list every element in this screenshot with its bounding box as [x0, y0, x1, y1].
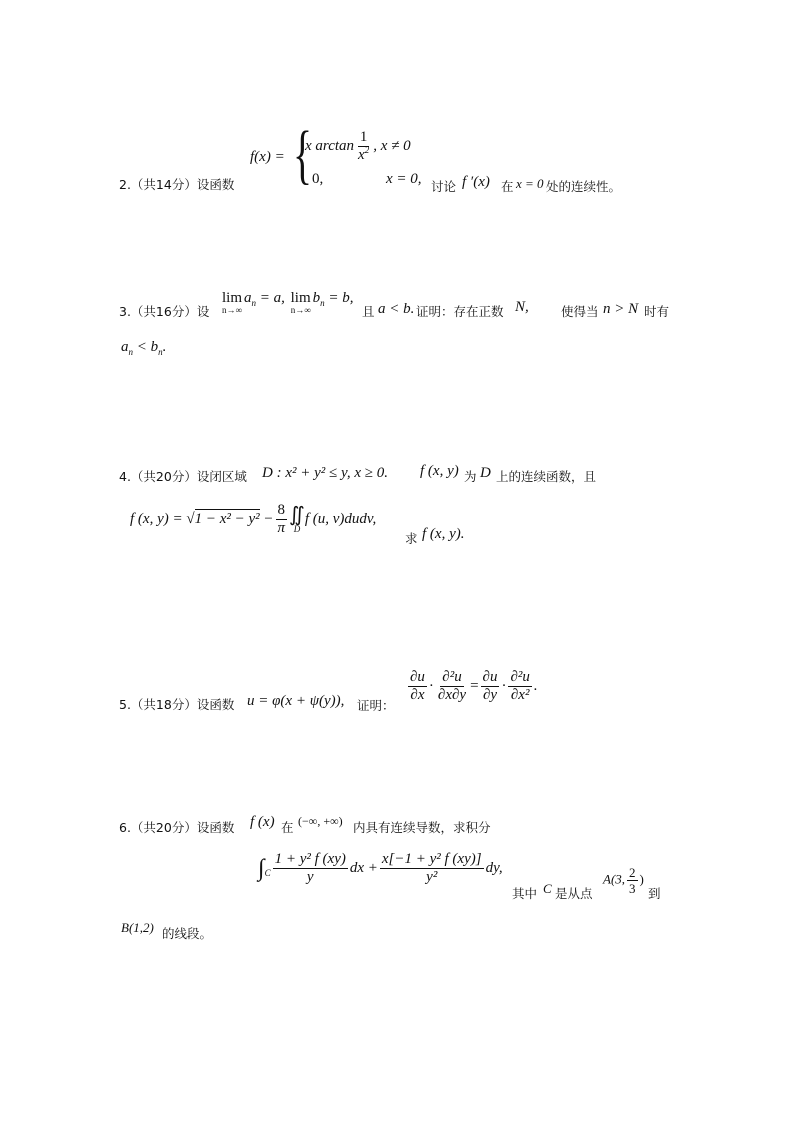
q2-brace: {	[293, 118, 313, 191]
q6-int-sub: C	[264, 867, 271, 878]
q4-equation	[130, 503, 376, 536]
q4-label: 4.（共20分）设闭区域	[119, 469, 247, 484]
q5-formula	[406, 670, 538, 703]
q3-m2: N,	[515, 299, 529, 315]
q6-t5: 到	[648, 886, 661, 901]
q4-eq-int-sub: D	[293, 524, 301, 534]
q3-label: 3.（共16分）设	[119, 304, 210, 319]
q3-lim2-eq: = b,	[324, 290, 354, 306]
q2-t1: 讨论	[431, 179, 457, 194]
q2-row1	[305, 130, 411, 163]
q6-t4: 是从点	[555, 886, 593, 901]
q5-eq: =	[470, 677, 479, 694]
q6-dx: dx +	[349, 859, 378, 876]
q3-line2-end: .	[162, 339, 167, 355]
q5-f2-num: ∂²u	[442, 669, 462, 685]
q6-f1-num: 1 + y² f (xy)	[274, 851, 346, 867]
q2-t3: 处的连续性。	[546, 179, 622, 194]
q6-m3: C	[543, 881, 552, 896]
q4-eq-num: 8	[277, 502, 286, 518]
q4-eq-integrand: f (u, v)dudv,	[304, 510, 377, 527]
q4-eq-sqrt: 1 − x² − y²	[194, 510, 260, 527]
q4-m2: f (x, y)	[420, 463, 459, 479]
q3-lim2-word: lim	[290, 290, 311, 306]
q2-t2: 在	[501, 179, 514, 194]
q2-m1: f ′(x)	[462, 174, 490, 190]
q5-label: 5.（共18分）设函数	[119, 697, 235, 712]
q5-dot-2: ·	[501, 677, 507, 694]
q6-t2: 内具有连续导数，求积分	[353, 820, 491, 835]
q5-f4-num: ∂²u	[510, 669, 530, 685]
q5-f2-den: ∂x∂y	[437, 687, 467, 703]
q3-line2-lt: < b	[133, 339, 159, 355]
q2-m2: x = 0	[516, 176, 544, 191]
q3-lim1	[220, 291, 354, 315]
q6-f1-den: y	[306, 869, 314, 885]
q2-row2-cond: x = 0,	[386, 171, 422, 187]
q6-pa-end: )	[639, 871, 644, 887]
q6-t1: 在	[281, 820, 294, 835]
q5-f1-num: ∂u	[410, 669, 425, 685]
q6-t3: 其中	[512, 886, 538, 901]
q3-lim1-idx: n	[251, 298, 257, 308]
q3-lim2-expr: b	[312, 290, 321, 306]
q3-m1: a < b.	[378, 301, 415, 317]
q2-row1-den-exp: 2	[364, 145, 370, 155]
q4-m4: f (x, y).	[422, 526, 465, 542]
q4-eq-lhs: f (x, y) =	[130, 510, 187, 527]
q6-t6: 的线段。	[162, 926, 213, 941]
q3-lim1-sub: n→∞	[222, 305, 242, 315]
q4-eq-den: π	[277, 520, 286, 536]
q4-t2: 上的连续函数，且	[496, 469, 597, 484]
q3-line2-b-idx: n	[158, 347, 163, 357]
q3-t4: 时有	[644, 304, 670, 319]
q4-m3: D	[480, 465, 491, 481]
q2-label: 2.（共14分）设函数	[119, 177, 235, 192]
q2-fx: f(x) =	[250, 149, 285, 165]
q4-t3: 求	[405, 531, 418, 546]
q3-line2-a-idx: n	[128, 347, 133, 357]
q6-label: 6.（共20分）设函数	[119, 820, 235, 835]
q3-lim2-idx: n	[320, 298, 325, 308]
q3-t3: 使得当	[561, 304, 599, 319]
q4-t1: 为	[464, 469, 477, 484]
q4-eq-int: ∬	[289, 504, 305, 526]
q3-line2	[121, 340, 166, 355]
q6-point-b: B(1,2)	[121, 920, 154, 935]
q2-row2-val: 0,	[312, 171, 324, 187]
q6-pa-den: 3	[629, 881, 636, 896]
q3-lim1-eq: = a,	[256, 290, 285, 306]
q4-sqrt-icon: √	[186, 510, 195, 527]
q3-t1: 且	[362, 304, 375, 319]
q5-m1: u = φ(x + ψ(y)),	[247, 693, 345, 709]
q5-f1-den: ∂x	[410, 687, 425, 703]
q6-point-a	[603, 866, 644, 895]
q5-f3-den: ∂y	[482, 687, 498, 703]
q6-pa-num: 2	[629, 865, 636, 880]
q5-f4-den: ∂x²	[510, 687, 530, 703]
q6-m1: f (x)	[250, 814, 275, 830]
q3-lim1-word: lim	[222, 290, 243, 306]
q3-t2: 证明：存在正数	[416, 304, 504, 319]
q5-f3-num: ∂u	[482, 669, 498, 685]
q6-m2: (−∞, +∞)	[298, 814, 343, 828]
q6-int: ∫	[258, 855, 265, 882]
q3-lim2-sub: n→∞	[290, 305, 311, 315]
q2-row1-num: 1	[359, 129, 368, 145]
q2-row1-cond: , x ≠ 0	[373, 137, 411, 154]
q2-row1-den: x	[358, 147, 365, 163]
q3-line2-a: a	[121, 339, 129, 355]
q6-f2-den: y²	[426, 869, 438, 885]
q6-integral	[258, 852, 503, 885]
q2-row1-expr: x arctan	[305, 137, 355, 154]
q4-eq-minus: −	[263, 510, 274, 527]
q3-m3: n > N	[603, 301, 639, 317]
q5-dot-1: ·	[428, 677, 434, 694]
q6-f2-num: x[−1 + y² f (xy)]	[381, 851, 482, 867]
q6-dy: dy,	[485, 859, 503, 876]
q4-m1: D : x² + y² ≤ y, x ≥ 0.	[262, 465, 388, 481]
q6-pa: A(3,	[603, 871, 626, 887]
q5-end: .	[533, 677, 538, 694]
q3-lim1-expr: a	[244, 290, 252, 306]
q5-t1: 证明：	[357, 698, 395, 713]
